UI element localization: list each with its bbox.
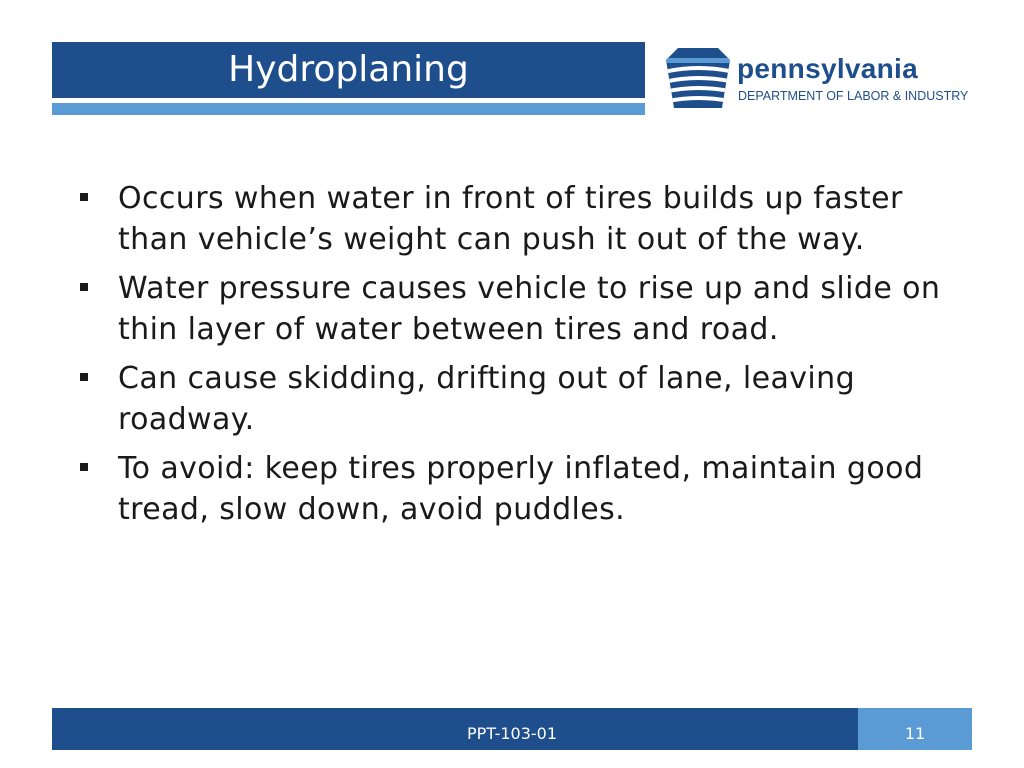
square-bullet-icon [80, 283, 88, 291]
square-bullet-icon [80, 193, 88, 201]
square-bullet-icon [80, 463, 88, 471]
slide-title: Hydroplaning [228, 49, 469, 90]
list-item [80, 358, 960, 440]
list-item [80, 268, 960, 350]
bullet-text: Can cause skidding, drifting out of lane, leaving roadway. [118, 361, 856, 437]
logo-wordmark: pennsylvania [737, 53, 919, 84]
footer-code: PPT-103-01 [466, 724, 558, 743]
square-bullet-icon [80, 373, 88, 381]
bullet-text: To avoid: keep tires properly inflated, maintain good tread, slow down, avoid puddles. [118, 451, 924, 527]
list-item [80, 448, 960, 530]
list-item [80, 178, 960, 260]
page-number: 11 [858, 708, 972, 750]
bullet-list [80, 178, 960, 538]
title-underline [52, 103, 645, 115]
logo-department: DEPARTMENT OF LABOR & INDUSTRY [738, 89, 969, 103]
bullet-text: Water pressure causes vehicle to rise up and slide on thin layer of water between tires and road. [118, 271, 941, 347]
bullet-text: Occurs when water in front of tires builds up faster than vehicle’s weight can push it out of the way. [118, 181, 903, 257]
